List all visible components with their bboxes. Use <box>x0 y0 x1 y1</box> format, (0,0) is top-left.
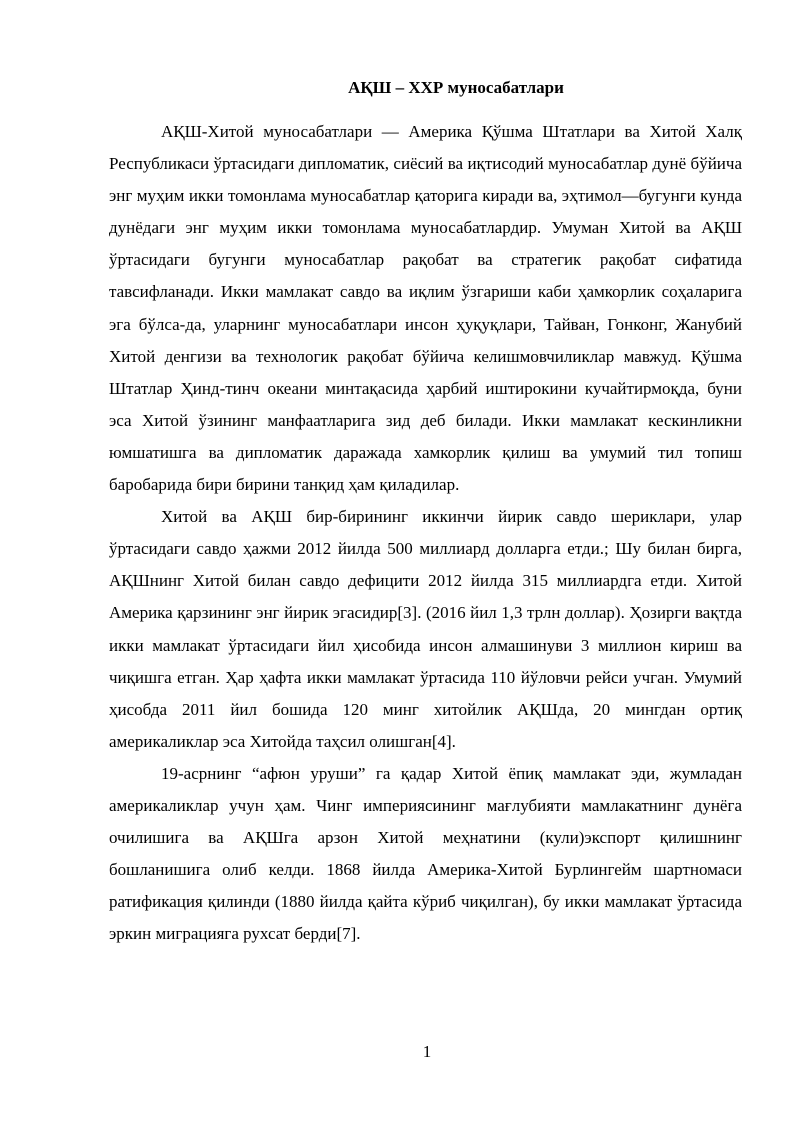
document-title: АҚШ – ХХР муносабатлари <box>348 78 564 97</box>
paragraph-intro: АҚШ-Хитой муносабатлари — Америка Қўшма Штатлари ва Хитой Халқ Республикаси ўртасидаги дипломатик, сиёсий ва иқтисодий муносабатлар дунё бўйича энг муҳим икки томонлама муносабатлар қаторига киради ва, эҳтимол—бугунги кунда дунёдаги энг муҳим икки томонлама муносабатлардир. Умуман Хитой ва АҚШ ўртасидаги бугунги муносабатлар рақобат ва стратегик рақобат сифатида тавсифланади. Икки мамлакат савдо ва иқлим ўзгариши каби ҳамкорлик соҳаларига эга бўлса-да, уларнинг муносабатлари инсон ҳуқуқлари, Тайван, Гонконг, Жанубий Хитой денгизи ва технологик рақобат бўйича келишмовчиликлар мавжуд. Қўшма Штатлар Ҳинд-тинч океани минтақасида ҳарбий иштирокини кучайтирмоқда, буни эса Хитой ўзининг манфаатларига зид деб билади. Икки мамлакат кескинликни юмшатишга ва дипломатик даражада хамкорлик қилиш ва умумий тил топиш баробарида бири бирини танқид ҳам қиладилар. <box>109 122 742 495</box>
document-body <box>109 116 742 950</box>
paragraph-trade: Хитой ва АҚШ бир-бирининг иккинчи йирик савдо шериклари, улар ўртасидаги савдо ҳажми 2012 йилда 500 миллиард долларга етди.; Шу билан бирга, АҚШнинг Хитой билан савдо дефицити 2012 йилда 315 миллиардга етди. Хитой Америка қарзининг энг йирик эгасидир[3]. (2016 йил 1,3 трлн доллар). Ҳозирги вақтда икки мамлакат ўртасидаги йил ҳисобида инсон алмашинуви 3 миллион кириш ва чиқишга етган. Ҳар ҳафта икки мамлакат ўртасида 110 йўловчи рейси учган. Умумий ҳисобда 2011 йил бошида 120 минг хитойлик АҚШда, 20 мингдан ортиқ америкаликлар эса Хитойда таҳсил олишган[4]. <box>109 507 742 751</box>
page-number: 1 <box>422 1042 432 1061</box>
paragraph-history: 19-асрнинг “афюн уруши” га қадар Хитой ёпиқ мамлакат эди, жумладан америкаликлар учун ҳам. Чинг империясининг мағлубияти мамлакатнинг дунёга очилишига ва АҚШга арзон Хитой меҳнатини (кули)экспорт қилишнинг бошланишига олиб келди. 1868 йилда Америка-Хитой Бурлингейм шартномаси ратификация қилинди (1880 йилда қайта кўриб чиқилган), бу икки мамлакат ўртасида эркин миграцияга рухсат берди[7]. <box>109 763 742 944</box>
